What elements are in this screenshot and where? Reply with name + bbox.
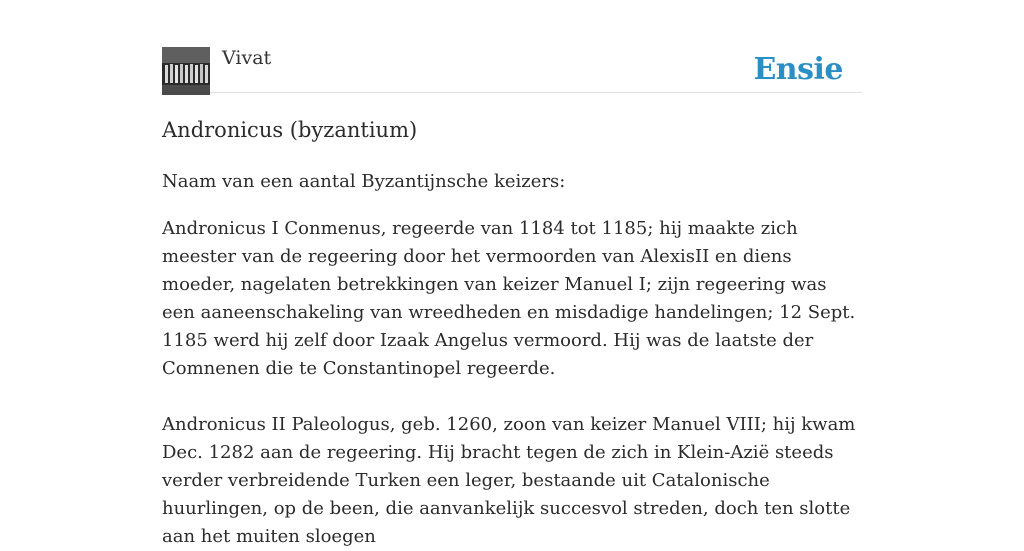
header [162,47,862,93]
article-intro: Naam van een aantal Byzantijnsche keizers: [162,171,566,192]
ensie-logo[interactable]: Ensie [753,52,843,87]
avatar[interactable] [162,47,210,95]
article-paragraph: Andronicus II Paleologus, geb. 1260, zoon van keizer Manuel VIII; hij kwam Dec. 1282 aan de regeering. Hij bracht tegen de zich in Klein-Azië steeds verder verbreidende Turken een leger, bestaande uit Catalonische huurlingen, op de been, die aanvankelijk succesvol streden, doch ten slotte aan het muiten sloegen [162,414,856,547]
author-name[interactable]: Vivat [222,47,272,69]
article-title: Andronicus (byzantium) [162,118,418,142]
bookshelf-avatar-icon [162,47,210,95]
article-page [162,0,862,547]
article-paragraph: Andronicus I Conmenus, regeerde van 1184 tot 1185; hij maakte zich meester van de regeering door het vermoorden van AlexisII en diens moeder, nagelaten betrekkingen van keizer Manuel I; zijn regeering was een aaneenschakeling van wreedheden en misdadige handelingen; 12 Sept. 1185 werd hij zelf door Izaak Angelus vermoord. Hij was de laatste der Comnenen die te Constantinopel regeerde. [162,218,856,379]
